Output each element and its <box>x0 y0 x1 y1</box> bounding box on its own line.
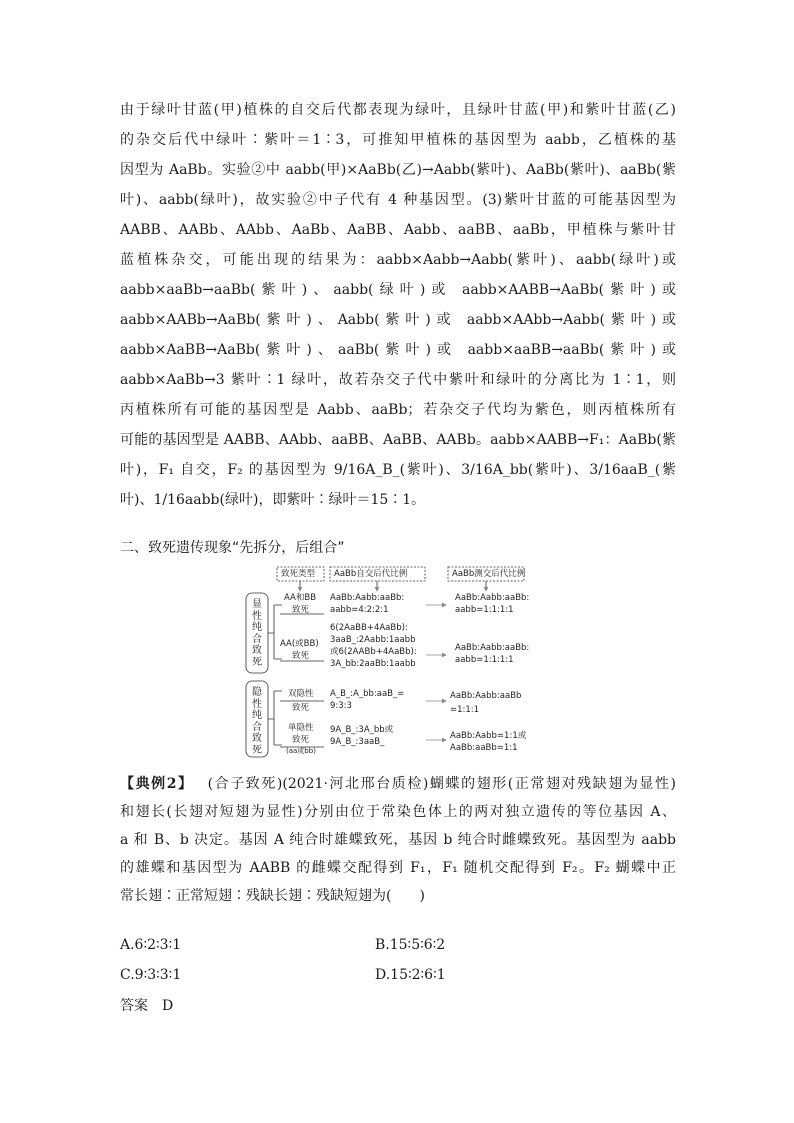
header-testcross-ratio: AaBb测交后代比例 <box>452 569 526 579</box>
answer-value: D <box>162 998 174 1014</box>
lethal-inheritance-diagram <box>240 563 560 763</box>
type-label: AA和BB <box>284 593 317 603</box>
testcross-ratio: AaBb:Aabb:aaBb: <box>455 643 530 653</box>
testcross-ratio: AaBb:aaBb=1:1 <box>450 743 518 753</box>
header-selfing-ratio: AaBb自交后代比例 <box>334 569 408 579</box>
analysis-line: AABB、AABb、AAbb、AaBb、AaBB、Aabb、aaBB、aaBb，甲植株与紫叶甘 <box>120 222 676 238</box>
option-d: D.15∶2∶6∶1 <box>375 967 446 983</box>
selfing-ratio: 6(2AaBB+4AaBb): <box>330 623 408 633</box>
answer-label: 答案 <box>120 998 148 1014</box>
analysis-line: 蓝植株杂交，可能出现的结果为：aabb×Aabb→Aabb(紫叶)、aabb(绿叶)或 <box>120 252 676 268</box>
testcross-ratio: AaBb:Aabb=1:1或 <box>450 731 527 741</box>
selfing-ratio: 或6(2AABb+4AaBb): <box>330 647 417 657</box>
option-b: B.15∶5∶6∶2 <box>375 937 446 953</box>
header-lethal-type: 致死类型 <box>281 569 316 579</box>
testcross-ratio: AaBb:Aabb:aaBb: <box>455 593 530 603</box>
type-label: 双隐性 <box>288 689 314 699</box>
type-label: 单隐性 <box>288 723 314 733</box>
type-label: (aa或bb) <box>286 747 316 755</box>
analysis-line: aabb×AABb→AaBb(紫叶)、Aabb(紫叶)或 aabb×AAbb→Aabb(紫叶)或 <box>120 312 676 328</box>
option-c: C.9∶3∶3∶1 <box>120 967 182 983</box>
example-line: a 和 B、b 决定。基因 A 纯合时雄蝶致死，基因 b 纯合时雌蝶致死。基因型为 aabb <box>120 832 676 848</box>
example-line: 常长翅∶正常短翅∶残缺长翅∶残缺短翅为( ) <box>120 888 425 904</box>
selfing-ratio: 3A_bb:2aaBb:1aabb <box>330 659 416 669</box>
selfing-ratio: A_B_:A_bb:aaB_= <box>330 689 405 699</box>
answer-row <box>120 996 173 1016</box>
type-label: 致死 <box>292 605 310 615</box>
option-a: A.6∶2∶3∶1 <box>120 937 182 953</box>
selfing-ratio: 9A_B_:3aaB_ <box>330 737 385 747</box>
testcross-ratio: aabb=1:1:1:1 <box>455 605 514 615</box>
example-line: 和翅长(长翅对短翅为显性)分别由位于常染色体上的两对独立遗传的等位基因 A、 <box>120 804 676 820</box>
example-question <box>120 770 676 910</box>
analysis-line: 因型为 AaBb。实验②中 aabb(甲)×AaBb(乙)→Aabb(紫叶)、AaBb(紫叶)、aaBb(紫 <box>120 162 676 178</box>
type-label: AA(或BB) <box>280 639 319 649</box>
analysis-line: 丙植株所有可能的基因型是 Aabb、aaBb；若杂交子代均为紫色，则丙植株所有 <box>120 402 676 418</box>
analysis-paragraph <box>120 95 676 515</box>
analysis-line: aabb×AaBb→3 紫叶∶1 绿叶，故若杂交子代中紫叶和绿叶的分离比为 1∶1，则 <box>120 372 676 388</box>
testcross-ratio: =1:1:1 <box>450 705 480 715</box>
analysis-line: 叶)，F₁ 自交，F₂ 的基因型为 9/16A_B_(紫叶)、3/16A_bb(紫叶)、3/16aaB_(紫 <box>120 462 676 478</box>
selfing-ratio: 9:3:3 <box>330 701 352 711</box>
selfing-ratio: 3aaB_:2Aabb:1aabb <box>330 635 416 645</box>
selfing-ratio: 9A_B_:3A_bb或 <box>330 725 394 735</box>
analysis-line: 叶)、aabb(绿叶)，故实验②中子代有 4 种基因型。(3)紫叶甘蓝的可能基因型为 <box>120 192 676 208</box>
example-line: (合子致死)(2021·河北邢台质检)蝴蝶的翅形(正常翅对残缺翅为显性) <box>207 776 676 792</box>
selfing-ratio: AaBb:Aabb:aaBb: <box>330 593 405 603</box>
analysis-line: 可能的基因型是 AABB、AAbb、aaBB、AaBB、AABb。aabb×AABB→F₁：AaBb(紫 <box>120 432 676 448</box>
type-label: 致死 <box>292 703 310 713</box>
example-line: 的雄蝶和基因型为 AABB 的雌蝶交配得到 F₁，F₁ 随机交配得到 F₂。F₂ 蝴蝶中正 <box>120 860 676 876</box>
type-label: 致死 <box>292 735 310 745</box>
analysis-line: 叶)、1/16aabb(绿叶)，即紫叶∶绿叶＝15∶1。 <box>120 492 426 508</box>
testcross-ratio: AaBb:Aabb:aaBb <box>450 691 522 701</box>
testcross-ratio: aabb=1:1:1:1 <box>455 655 514 665</box>
group-label-recessive: 隐性纯合致死 <box>252 687 262 756</box>
type-label: 致死 <box>292 651 310 661</box>
analysis-line: 的杂交后代中绿叶∶紫叶＝1∶3，可推知甲植株的基因型为 aabb，乙植株的基 <box>120 132 676 148</box>
analysis-line: aabb×AaBB→AaBb(紫叶)、aaBb(紫叶)或 aabb×aaBB→aaBb(紫叶)或 <box>120 342 676 358</box>
analysis-line: 由于绿叶甘蓝(甲)植株的自交后代都表现为绿叶，且绿叶甘蓝(甲)和紫叶甘蓝(乙) <box>120 102 676 118</box>
section-heading: 二、致死遗传现象“先拆分，后组合” <box>120 540 345 556</box>
group-label-dominant: 显性纯合致死 <box>252 599 262 668</box>
selfing-ratio: aabb=4:2:2:1 <box>330 605 389 615</box>
example-tag: 【典例2】 <box>120 776 194 792</box>
analysis-line: aabb×aaBb→aaBb(紫叶)、aabb(绿叶)或 aabb×AABB→AaBb(紫叶)或 <box>120 282 676 298</box>
